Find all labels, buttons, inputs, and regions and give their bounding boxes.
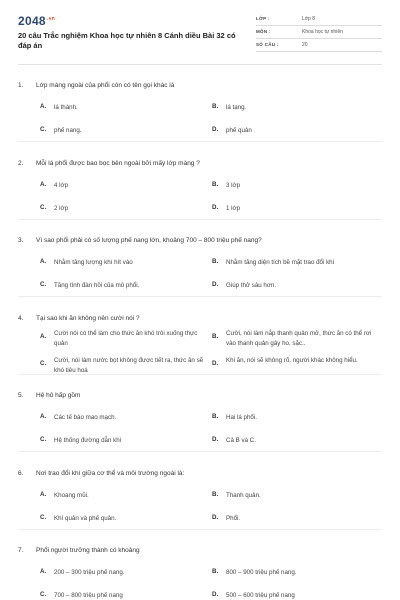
question-stem xyxy=(18,470,184,477)
option-letter: C. xyxy=(40,513,47,521)
option-text: Hệ thống đường dẫn khí xyxy=(54,437,122,444)
option-letter: D. xyxy=(212,436,219,443)
option-text: Khí quản và phế quản. xyxy=(54,514,117,522)
option-letter: D. xyxy=(212,281,219,288)
option-letter: B. xyxy=(212,103,219,110)
option-text: Cười, nói làm nước bọt không được tiết ra, thức ăn sẽ khó tiêu hoá xyxy=(54,356,204,374)
meta-row-class xyxy=(256,14,382,26)
option-text: 2 lớp xyxy=(54,204,69,212)
option-letter: A. xyxy=(40,490,47,498)
document-header xyxy=(18,14,382,60)
meta-table xyxy=(256,14,382,53)
option-letter: C. xyxy=(40,591,47,598)
option-letter: B. xyxy=(212,568,219,575)
meta-row-subject xyxy=(256,27,382,39)
meta-value: Lớp 8 xyxy=(302,16,316,22)
option-letter: D. xyxy=(212,203,219,211)
meta-label: SỐ CÂU : xyxy=(256,42,279,47)
option-letter: B. xyxy=(212,180,219,188)
option-text: Hai lá phổi. xyxy=(226,414,257,421)
option-letter: D. xyxy=(212,126,219,133)
meta-label: LỚP : xyxy=(256,16,270,21)
logo-text: 2048 xyxy=(18,14,46,28)
option-text: Các tế bào mao mạch. xyxy=(54,414,117,421)
question-divider xyxy=(18,219,382,220)
option-text: phế quản xyxy=(226,127,252,134)
option-letter: B. xyxy=(212,258,219,265)
question-text: Mỗi lá phổi được bao bọc bên ngoài bởi mấy lớp màng ? xyxy=(36,159,200,167)
meta-label: MÔN : xyxy=(256,29,271,34)
question-number: 3. xyxy=(18,237,24,244)
question-text: Nơi trao đổi khí giữa cơ thể và môi trường ngoài là: xyxy=(36,469,185,477)
option-text: 800 – 900 triệu phế nang. xyxy=(226,569,297,576)
option-text: 700 – 800 triệu phế nang xyxy=(54,592,123,599)
meta-row-count xyxy=(256,40,382,52)
question-stem xyxy=(18,392,80,399)
option-text: Phổi. xyxy=(226,514,241,522)
option-text: 4 lớp xyxy=(54,181,69,189)
question-list xyxy=(18,72,382,600)
option-letter: B. xyxy=(212,332,219,340)
question-number: 7. xyxy=(18,547,24,554)
question-text: Phổi người trưởng thành có khoảng xyxy=(36,547,140,554)
option-letter: A. xyxy=(40,258,47,265)
option-letter: A. xyxy=(40,568,47,575)
question-number: 6. xyxy=(18,469,24,477)
document-title: 20 câu Trắc nghiệm Khoa học tự nhiên 8 Cánh diều Bài 32 có đáp án xyxy=(18,31,236,50)
option-letter: B. xyxy=(212,413,219,420)
option-text: Cười nói có thể làm cho thức ăn khó trôi xuống thực quản xyxy=(54,329,198,347)
question-stem xyxy=(18,547,140,554)
question-number: 4. xyxy=(18,314,24,322)
question-item xyxy=(18,537,382,600)
question-text: Tại sao khi ăn không nên cười nói ? xyxy=(36,314,140,322)
question-text: Hệ hô hấp gồm xyxy=(36,392,81,399)
option-text: Cả B và C. xyxy=(226,437,256,444)
question-divider xyxy=(18,296,382,297)
option-letter: A. xyxy=(40,180,47,188)
option-letter: D. xyxy=(212,359,219,367)
option-letter: D. xyxy=(212,513,219,521)
question-divider xyxy=(18,141,382,142)
option-letter: B. xyxy=(212,490,219,498)
question-number: 2. xyxy=(18,159,24,167)
question-text: Vì sao phổi phải có số lượng phế nang lớn, khoảng 700 – 800 triệu phế nang? xyxy=(36,237,262,244)
question-stem xyxy=(18,237,262,244)
option-letter: A. xyxy=(40,103,47,110)
option-text: Giúp thở sâu hơn. xyxy=(226,282,277,289)
option-letter: C. xyxy=(40,126,47,133)
option-text: phế nang. xyxy=(54,127,82,134)
option-letter: C. xyxy=(40,203,47,211)
question-divider xyxy=(18,374,382,375)
question-item xyxy=(18,150,382,228)
logo-suffix: .vn xyxy=(46,16,56,22)
option-text: Khoang mũi. xyxy=(54,491,89,499)
question-item xyxy=(18,305,382,383)
question-stem xyxy=(18,160,200,167)
option-text: Khi ăn, nói sẽ không rõ, người khác không hiểu. xyxy=(226,356,358,364)
question-item xyxy=(18,460,382,538)
option-text: 500 – 600 triệu phế nang xyxy=(226,592,295,599)
question-item xyxy=(18,72,382,150)
option-text: 1 lớp xyxy=(226,204,241,212)
header-divider xyxy=(18,64,382,65)
question-item xyxy=(18,382,382,460)
question-text: Lớp màng ngoài của phổi còn có tên gọi khác là xyxy=(36,82,175,89)
option-letter: C. xyxy=(40,359,47,367)
site-logo[interactable] xyxy=(18,14,55,28)
option-text: 200 – 300 triệu phế nang. xyxy=(54,569,125,576)
option-text: Tăng tính đàn hồi của mô phổi. xyxy=(54,282,140,289)
option-text: lá thành. xyxy=(54,104,78,111)
option-text: Thanh quản. xyxy=(226,491,261,499)
question-number: 5. xyxy=(18,392,24,399)
meta-value: Khoa học tự nhiên xyxy=(302,29,343,35)
question-stem xyxy=(18,315,140,322)
option-text: Nhằm tăng diện tích bề mặt trao đổi khí xyxy=(226,259,335,266)
question-divider xyxy=(18,529,382,530)
option-letter: C. xyxy=(40,436,47,443)
option-text: lá tạng. xyxy=(226,104,247,111)
question-divider xyxy=(18,451,382,452)
option-text: 3 lớp xyxy=(226,181,241,189)
meta-value: 20 xyxy=(302,42,308,48)
option-letter: D. xyxy=(212,591,219,598)
option-letter: C. xyxy=(40,281,47,288)
option-text: Cười, nói làm nắp thanh quản mở, thức ăn có thể rơi vào thanh quản gây ho, sặc.. xyxy=(226,329,372,347)
option-text: Nhằm tăng lượng khí hít vào xyxy=(54,259,133,266)
option-letter: A. xyxy=(40,332,47,340)
question-number: 1. xyxy=(18,82,24,89)
option-letter: A. xyxy=(40,413,47,420)
question-stem xyxy=(18,82,174,89)
question-item xyxy=(18,227,382,305)
